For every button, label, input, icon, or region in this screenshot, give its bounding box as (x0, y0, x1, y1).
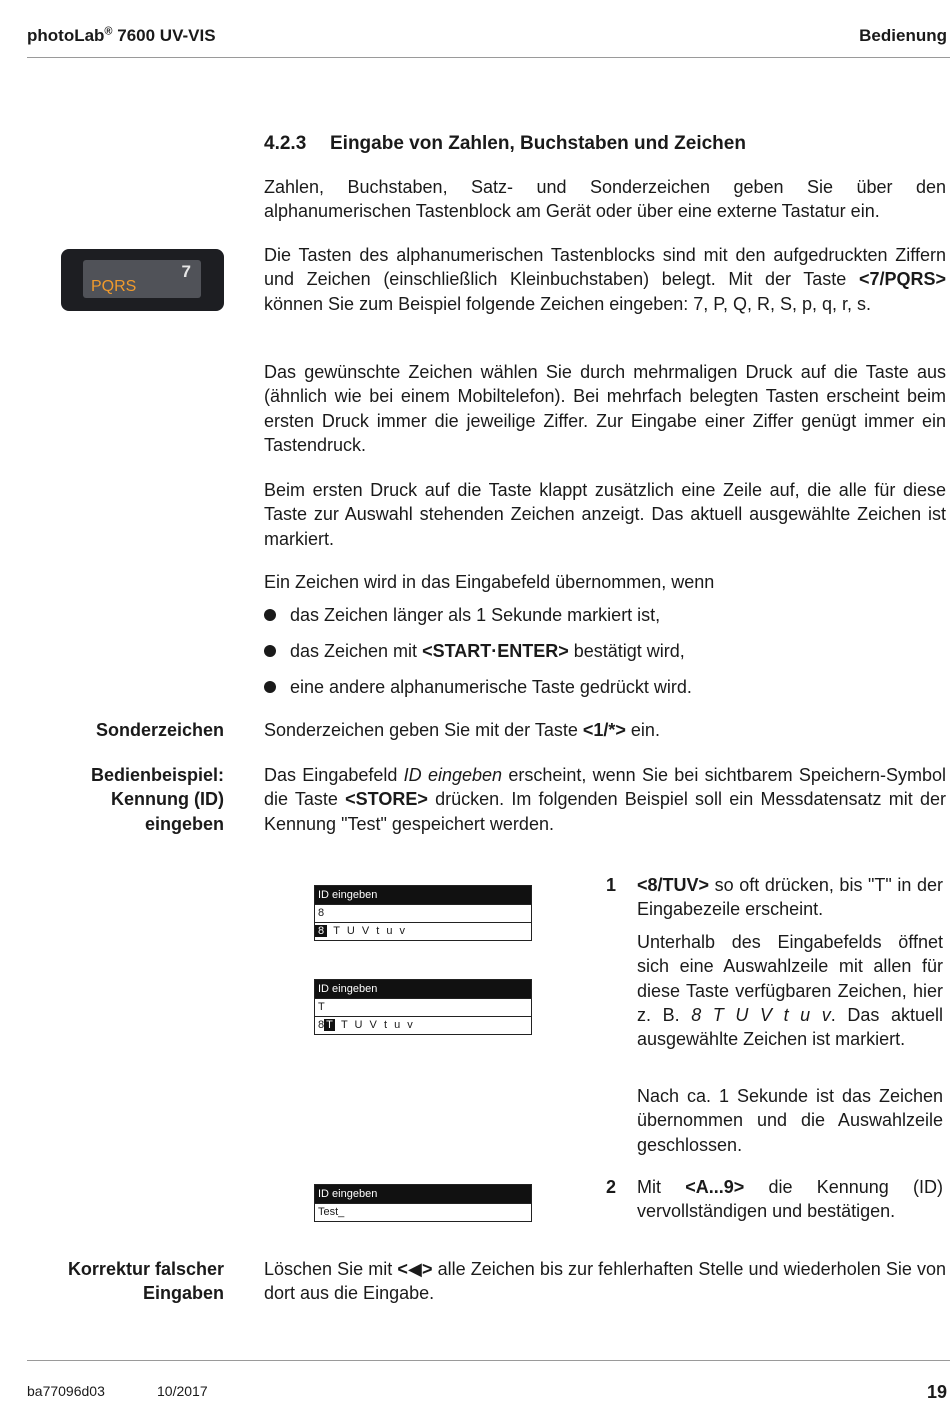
bullet-icon (264, 645, 276, 657)
display-step-1 (314, 885, 532, 941)
sidenote-special: Sonderzeichen (95, 720, 224, 740)
header-product: photoLab® 7600 UV-VIS (27, 25, 216, 45)
header-rule (27, 57, 950, 58)
bullet-icon (264, 681, 276, 693)
paragraph-correction: Löschen Sie mit <◀> alle Zeichen bis zur fehlerhaften Stelle und wiederholen Sie von dort aus die Eingabe. (264, 1259, 946, 1304)
bullet-icon (264, 609, 276, 621)
step-number-2: 2 (606, 1177, 617, 1197)
display-input-line: 8 (315, 904, 531, 922)
pqrs-key-icon (61, 249, 224, 311)
footer-rule (27, 1360, 950, 1361)
display-title: ID eingeben (315, 886, 531, 904)
display-title: ID eingeben (315, 1185, 531, 1203)
page-number: 19 (926, 1382, 947, 1402)
display-selection-line: 8 T U V t u v (315, 922, 531, 940)
section-heading: 4.2.3 Eingabe von Zahlen, Buchstaben und Zeichen (264, 133, 746, 154)
display-step-3 (314, 1184, 532, 1222)
paragraph-selection: Das gewünschte Zeichen wählen Sie durch mehrmaligen Druck auf die Taste aus (ähnlich wie bei einem Mobiltelefon). Bei mehrfach belegten Tasten erscheint beim ersten Druck immer die jeweilige Ziffer. Zur Eingabe einer Ziffer genügt immer ein Tastendruck. (264, 362, 946, 455)
step-1-text: <8/TUV> so oft drücken, bis "T" in der Eingabezeile erscheint. (637, 875, 943, 920)
key-face (83, 260, 201, 298)
paragraph-intro: Zahlen, Buchstaben, Satz- und Sonderzeichen geben Sie über den alphanumerischen Tastenblock am Gerät oder über eine externe Tastatur ein. (264, 177, 946, 222)
display-input-line: Test_ (315, 1203, 531, 1221)
sidenote-correction: Korrektur falscher Eingaben (67, 1259, 224, 1304)
footer-date: 10/2017 (157, 1383, 208, 1399)
display-title: ID eingeben (315, 980, 531, 998)
paragraph-special: Sonderzeichen geben Sie mit der Taste <1/*> ein. (264, 720, 660, 740)
paragraph-first-press: Beim ersten Druck auf die Taste klappt zusätzlich eine Zeile auf, die alle für diese Taste zur Auswahl stehenden Zeichen anzeigt. Das aktuell ausgewählte Zeichen ist markiert. (264, 480, 946, 549)
footer-doc-id: ba77096d03 (27, 1383, 105, 1399)
key-number: 7 (181, 262, 191, 281)
paragraph-example: Das Eingabefeld ID eingeben erscheint, wenn Sie bei sichtbarem Speichern-Symbol die Taste <STORE> drücken. Im folgenden Beispiel soll ein Messdatensatz mit der Kennung "Test" gespeichert werden. (264, 765, 946, 834)
step-2-text: Mit <A...9> die Kennung (ID) vervollständigen und bestätigen. (637, 1177, 943, 1222)
paragraph-accept: Ein Zeichen wird in das Eingabefeld übernommen, wenn (264, 572, 715, 592)
display-selection-line: 8 T T U V t u v (315, 1016, 531, 1034)
step-1-note: Nach ca. 1 Sekunde ist das Zeichen übernommen und die Auswahlzeile geschlossen. (637, 1086, 943, 1155)
display-step-2 (314, 979, 532, 1035)
key-letters: PQRS (91, 278, 137, 295)
header-section: Bedienung (859, 26, 947, 45)
step-number-1: 1 (606, 875, 617, 895)
step-1-detail: Unterhalb des Eingabefelds öffnet sich eine Auswahlzeile mit allen für diese Taste verfügbaren Zeichen, hier z. B. 8 T U V t u v. Das aktuell ausgewählte Zeichen ist markiert. (637, 932, 944, 1050)
sidenote-example: Bedienbeispiel: Kennung (ID) eingeben (90, 765, 224, 834)
paragraph-keys: Die Tasten des alphanumerischen Tastenblocks sind mit den aufgedruckten Ziffern und Zeichen (einschließlich Kleinbuchstaben) belegt. Mit der Taste <7/PQRS> können Sie zum Beispiel folgende Zeichen eingeben: 7, P, Q, R, S, p, q, r, s. (264, 245, 946, 314)
display-input-line: T (315, 998, 531, 1016)
